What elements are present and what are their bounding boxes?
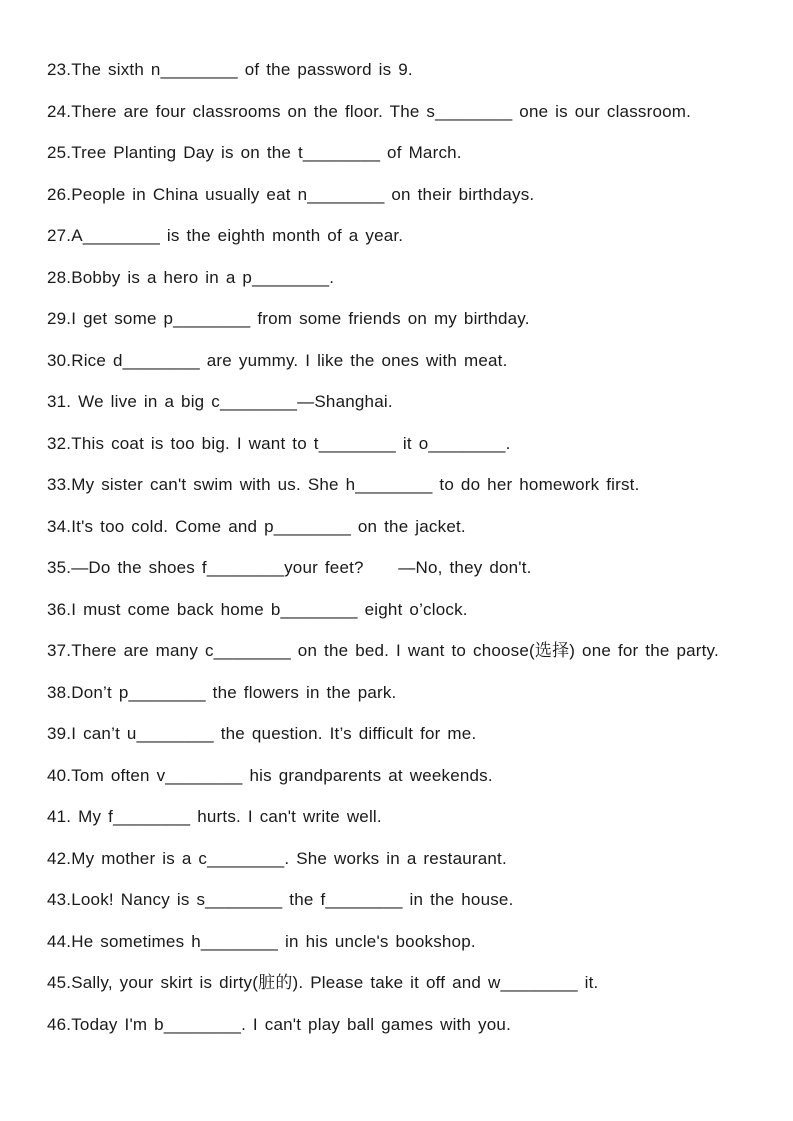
exercise-line-28 [47, 264, 787, 306]
exercise-text: 45.Sally, your skirt is dirty(脏的). Please take it off and w________ it. [47, 973, 599, 992]
exercise-text: 37.There are many c________ on the bed. I want to choose(选择) one for the party. [47, 641, 719, 660]
exercise-line-26 [47, 181, 787, 223]
exercise-text: 28.Bobby is a hero in a p________. [47, 267, 335, 287]
exercise-text: 23.The sixth n________ of the password is 9. [47, 60, 413, 79]
exercise-text: 36.I must come back home b________ eight o’clock. [47, 599, 468, 619]
exercise-line-41 [47, 803, 787, 845]
exercise-line-33 [47, 471, 787, 513]
exercise-line-45 [47, 969, 787, 1011]
exercise-text: 46.Today I'm b________. I can't play ball games with you. [47, 1014, 511, 1034]
exercise-text: 24.There are four classrooms on the floor. The s________ one is our classroom. [47, 101, 692, 121]
exercise-line-25 [47, 139, 787, 181]
exercise-line-43 [47, 886, 787, 928]
exercise-line-38 [47, 679, 787, 721]
exercise-line-44 [47, 928, 787, 970]
exercise-line-24 [47, 98, 787, 140]
exercise-line-32 [47, 430, 787, 472]
exercise-text: 33.My sister can't swim with us. She h________ to do her homework first. [47, 475, 640, 494]
exercise-line-27 [47, 222, 787, 264]
exercise-text: 38.Don’t p________ the flowers in the park. [47, 682, 397, 702]
exercise-line-46 [47, 1011, 787, 1053]
exercise-text: 25.Tree Planting Day is on the t________ of March. [47, 143, 462, 162]
exercise-text: 43.Look! Nancy is s________ the f________ in the house. [47, 890, 514, 909]
exercise-text: 26.People in China usually eat n________ on their birthdays. [47, 184, 535, 204]
exercise-line-42 [47, 845, 787, 887]
exercise-text: 40.Tom often v________ his grandparents at weekends. [47, 765, 493, 785]
exercise-line-36 [47, 596, 787, 638]
exercise-text: 34.It's too cold. Come and p________ on the jacket. [47, 516, 466, 536]
exercise-line-40 [47, 762, 787, 804]
exercise-list [47, 56, 787, 1052]
exercise-line-30 [47, 347, 787, 389]
exercise-text: 42.My mother is a c________. She works in a restaurant. [47, 848, 507, 868]
exercise-text: 27.A________ is the eighth month of a year. [47, 226, 404, 245]
exercise-text: 39.I can’t u________ the question. It’s difficult for me. [47, 724, 477, 743]
exercise-text: 29.I get some p________ from some friends on my birthday. [47, 309, 530, 328]
exercise-line-39 [47, 720, 787, 762]
exercise-text: 30.Rice d________ are yummy. I like the ones with meat. [47, 350, 508, 370]
exercise-line-34 [47, 513, 787, 555]
exercise-text: 35.—Do the shoes f________your feet? —No, they don't. [47, 558, 532, 577]
exercise-text: 41. My f________ hurts. I can't write well. [47, 807, 382, 826]
exercise-line-31 [47, 388, 787, 430]
exercise-text: 31. We live in a big c________—Shanghai. [47, 392, 393, 411]
exercise-text: 32.This coat is too big. I want to t________ it o________. [47, 433, 511, 453]
exercise-text: 44.He sometimes h________ in his uncle's bookshop. [47, 931, 476, 951]
exercise-line-29 [47, 305, 787, 347]
exercise-line-35 [47, 554, 787, 596]
exercise-line-37 [47, 637, 787, 679]
exercise-line-23 [47, 56, 787, 98]
